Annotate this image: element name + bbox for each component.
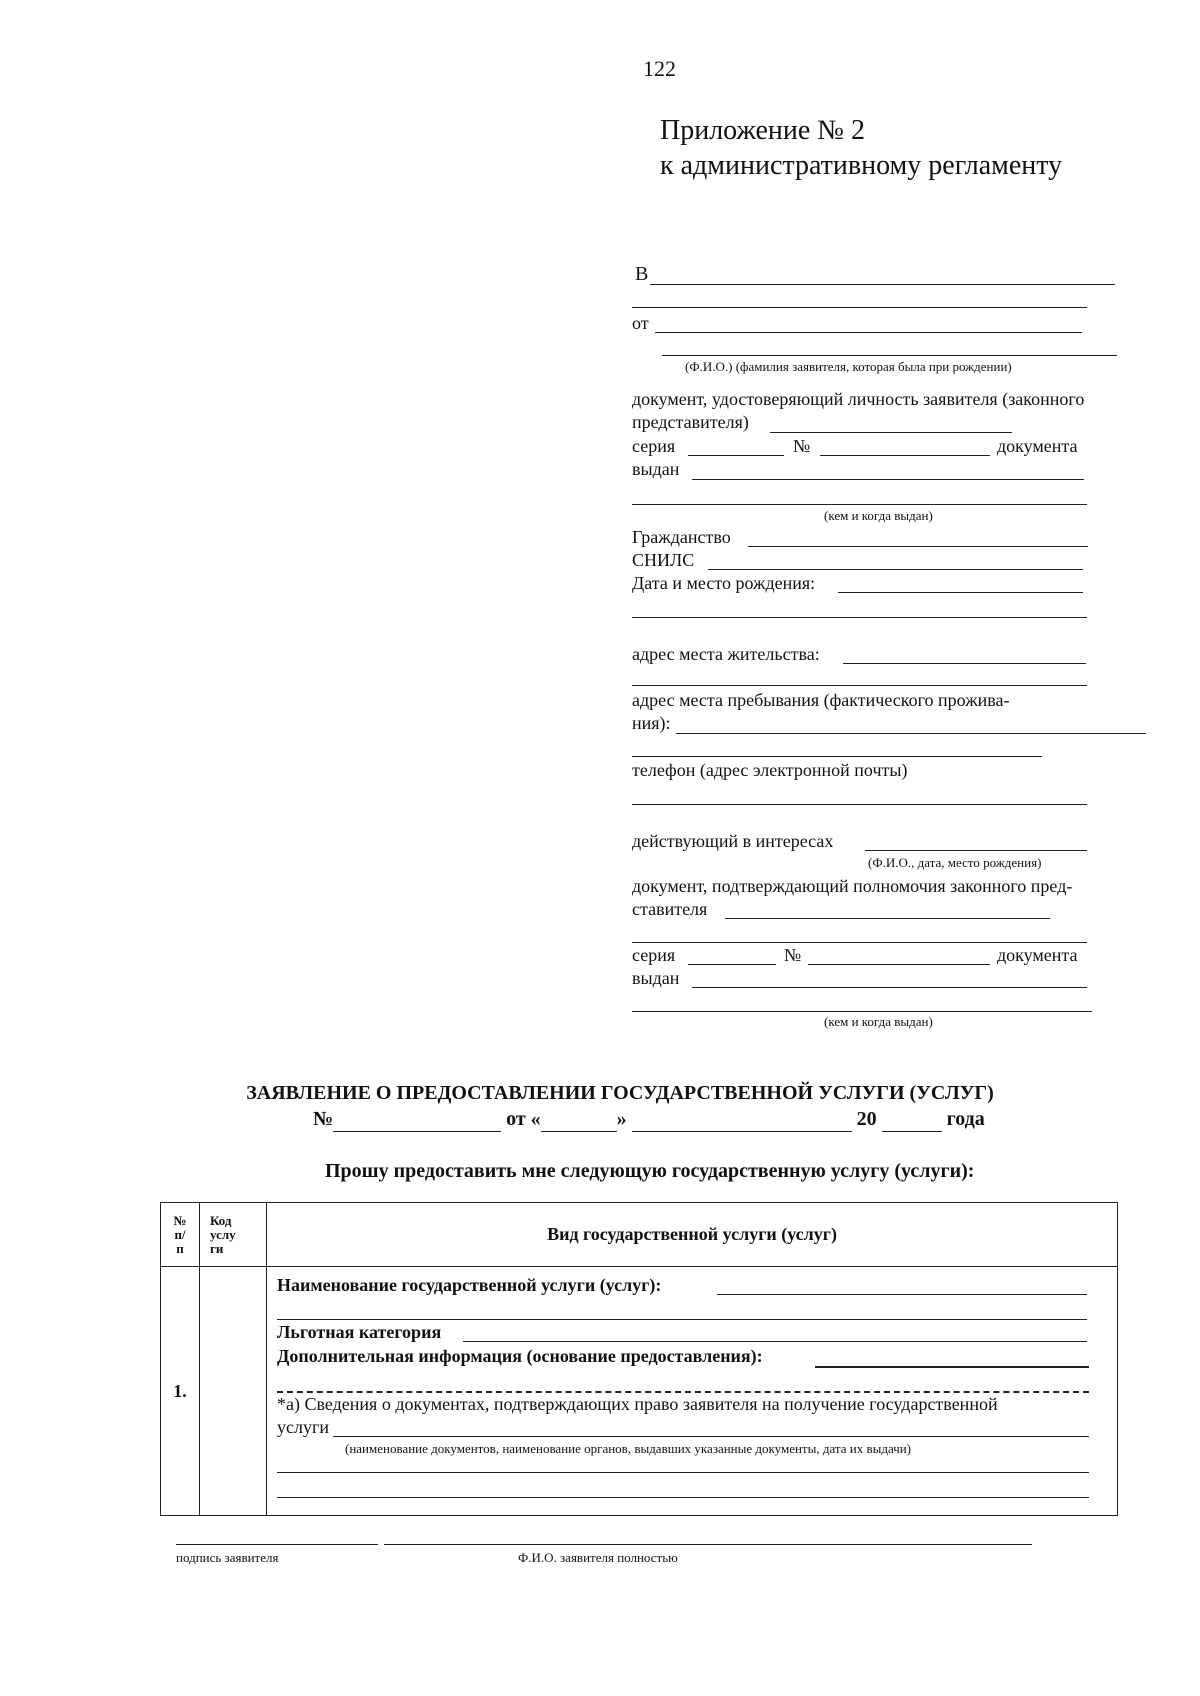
issued-field-2-continued[interactable] — [632, 1011, 1092, 1012]
id-document-field[interactable] — [770, 432, 1012, 433]
birth-field[interactable] — [838, 592, 1083, 593]
documents-info-field[interactable] — [333, 1436, 1089, 1437]
issued-label: выдан — [632, 459, 680, 479]
applicant-fullname-caption: Ф.И.О. заявителя полностью — [518, 1550, 678, 1565]
residence-field[interactable] — [843, 663, 1086, 664]
appendix-title: Приложение № 2 — [660, 115, 865, 146]
page-number: 122 — [643, 56, 676, 81]
statement-date-label: от « — [506, 1108, 541, 1130]
additional-info-label: Дополнительная информация (основание предоставления): — [277, 1346, 763, 1366]
snils-label: СНИЛС — [632, 550, 695, 570]
statement-day-field[interactable] — [541, 1108, 617, 1132]
series-field[interactable] — [688, 455, 784, 456]
documents-field-line-1[interactable] — [277, 1472, 1089, 1473]
to-field[interactable] — [650, 284, 1115, 285]
stay-field[interactable] — [676, 733, 1146, 734]
birth-field-continued[interactable] — [632, 617, 1087, 618]
row-service-cell — [267, 1267, 1118, 1516]
to-label: В — [635, 263, 649, 285]
residence-label: адрес места жительства: — [632, 644, 820, 664]
additional-info-field-continued[interactable] — [277, 1391, 1089, 1393]
residence-field-continued[interactable] — [632, 685, 1087, 686]
header-number-2: п/ — [174, 1226, 186, 1242]
issued-field[interactable] — [692, 479, 1084, 480]
service-table — [160, 1202, 1118, 1516]
stay-label: адрес места пребывания (фактического прожива- — [632, 690, 1010, 710]
statement-quote-close: » — [616, 1108, 627, 1130]
issued-label-2: выдан — [632, 968, 680, 988]
stay-field-continued[interactable] — [632, 756, 1042, 757]
citizenship-field[interactable] — [748, 546, 1088, 547]
benefit-field[interactable] — [463, 1341, 1087, 1342]
service-name-field[interactable] — [717, 1294, 1087, 1295]
number-label: № — [793, 436, 811, 456]
documents-field-line-2[interactable] — [277, 1497, 1089, 1498]
rep-document-field[interactable] — [725, 918, 1050, 919]
request-text: Прошу предоставить мне следующую государственную услугу (услуги): — [325, 1160, 975, 1182]
id-document-label-2: представителя) — [632, 412, 749, 432]
header-code-3: ги — [210, 1240, 224, 1256]
documents-info-label: *а) Сведения о документах, подтверждающих право заявителя на получение государственной — [277, 1394, 998, 1414]
phone-field[interactable] — [632, 804, 1087, 805]
row-code-cell[interactable] — [200, 1267, 267, 1516]
statement-month-field[interactable] — [632, 1108, 852, 1132]
series-label: серия — [632, 436, 676, 456]
rep-document-label-2: ставителя — [632, 899, 708, 919]
header-number-3: п — [176, 1240, 184, 1256]
statement-number-field[interactable] — [333, 1108, 501, 1132]
acting-label: действующий в интересах — [632, 831, 834, 851]
series-label-2: серия — [632, 945, 676, 965]
statement-title: ЗАЯВЛЕНИЕ О ПРЕДОСТАВЛЕНИИ ГОСУДАРСТВЕННОЙ УСЛУГИ (УСЛУГ) — [246, 1082, 994, 1104]
citizenship-label: Гражданство — [632, 527, 731, 547]
rep-document-field-continued[interactable] — [632, 942, 1087, 943]
acting-field[interactable] — [865, 850, 1087, 851]
header-number-1: № — [173, 1212, 187, 1228]
table-row — [161, 1267, 1118, 1516]
additional-info-field[interactable] — [815, 1366, 1089, 1368]
issued-caption: (кем и когда выдан) — [824, 508, 933, 523]
stay-label-2: ния): — [632, 713, 671, 733]
statement-year-prefix: 20 — [856, 1108, 877, 1130]
acting-caption: (Ф.И.О., дата, место рождения) — [868, 855, 1042, 870]
fio-caption: (Ф.И.О.) (фамилия заявителя, которая была при рождении) — [685, 359, 1012, 374]
table-header-row — [161, 1203, 1118, 1267]
document-label-2: документа — [997, 945, 1078, 965]
header-code-cell — [200, 1203, 267, 1267]
header-type-cell: Вид государственной услуги (услуг) — [267, 1203, 1118, 1267]
from-field[interactable] — [655, 332, 1082, 333]
issued-field-2[interactable] — [692, 987, 1087, 988]
statement-number-row — [313, 1108, 985, 1132]
series-field-2[interactable] — [688, 964, 776, 965]
issued-field-continued[interactable] — [632, 504, 1087, 505]
statement-year-suffix: года — [946, 1108, 985, 1130]
signature-field[interactable] — [176, 1544, 378, 1545]
signature-caption: подпись заявителя — [176, 1550, 279, 1565]
statement-year-field[interactable] — [882, 1108, 942, 1132]
documents-info-label-2: услуги — [277, 1417, 329, 1437]
appendix-subtitle: к административному регламенту — [660, 150, 1063, 181]
issued-caption-2: (кем и когда выдан) — [824, 1014, 933, 1029]
from-field-continued[interactable] — [662, 355, 1117, 356]
number-field-2[interactable] — [808, 964, 990, 965]
document-label: документа — [997, 436, 1078, 456]
row-number-cell: 1. — [161, 1267, 200, 1516]
number-label-2: № — [784, 945, 802, 965]
service-name-field-continued[interactable] — [277, 1319, 1087, 1320]
header-number-cell — [161, 1203, 200, 1267]
header-code-2: услу — [210, 1226, 236, 1242]
applicant-fullname-field[interactable] — [384, 1544, 1032, 1545]
statement-number-label: № — [313, 1108, 334, 1130]
documents-caption: (наименование документов, наименование органов, выдавших указанные документы, дата их выдачи) — [345, 1441, 912, 1456]
rep-document-label: документ, подтверждающий полномочия законного пред- — [632, 876, 1073, 896]
number-field[interactable] — [820, 455, 990, 456]
service-name-label: Наименование государственной услуги (услуг): — [277, 1275, 662, 1295]
header-code-1: Код — [210, 1212, 232, 1228]
birth-label: Дата и место рождения: — [632, 573, 816, 593]
phone-label: телефон (адрес электронной почты) — [632, 760, 908, 780]
to-field-continued[interactable] — [632, 307, 1087, 308]
id-document-label: документ, удостоверяющий личность заявителя (законного — [632, 389, 1085, 409]
snils-field[interactable] — [708, 569, 1083, 570]
from-label: от — [632, 313, 649, 333]
benefit-label: Льготная категория — [277, 1322, 442, 1342]
